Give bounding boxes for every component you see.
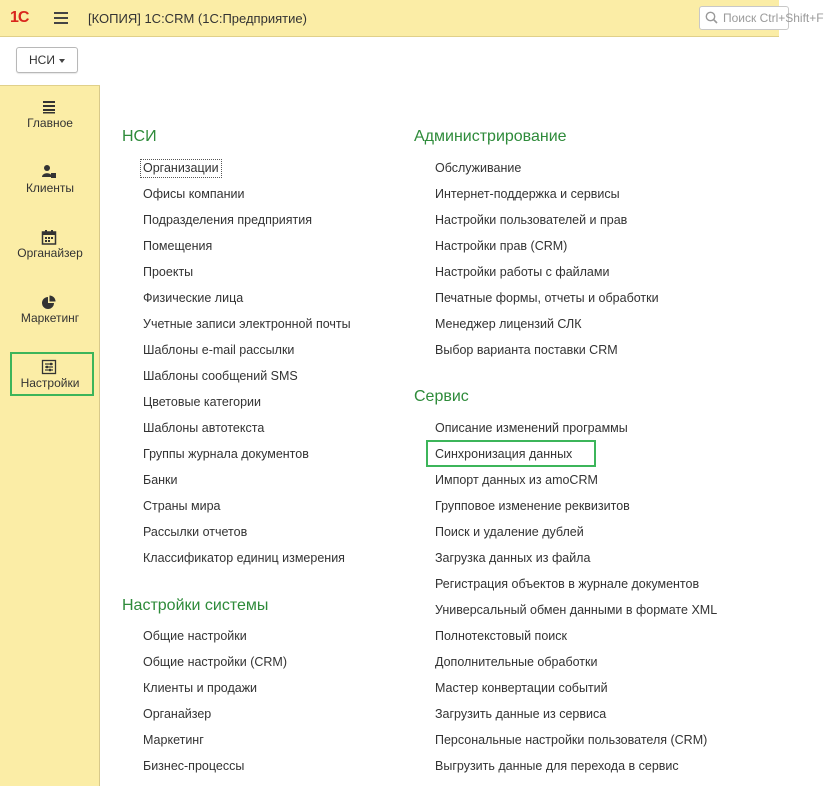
search-input[interactable] — [699, 6, 824, 30]
chevron-down-icon — [59, 59, 65, 63]
menu-lines-icon — [41, 99, 57, 115]
menu-link[interactable]: Импорт данных из amoCRM — [435, 473, 598, 487]
heading-administration: Администрирование — [414, 128, 567, 145]
menu-link[interactable]: Страны мира — [143, 499, 221, 513]
menu-link[interactable]: Группы журнала документов — [143, 447, 309, 461]
menu-link[interactable]: Общие настройки — [143, 629, 247, 643]
heading-nsi: НСИ — [122, 128, 157, 145]
menu-link[interactable]: Загрузка данных из файла — [435, 551, 591, 565]
pie-chart-icon — [41, 294, 57, 310]
highlighted-link-frame — [426, 440, 596, 467]
menu-link[interactable]: Клиенты и продажи — [143, 681, 258, 695]
heading-system-settings: Настройки системы — [122, 597, 269, 614]
focused-link-outline — [140, 159, 222, 178]
menu-link[interactable]: Классификатор единиц измерения — [143, 551, 345, 565]
menu-link[interactable]: Шаблоны e-mail рассылки — [143, 343, 295, 357]
active-section-highlight — [10, 352, 94, 396]
menu-link[interactable]: Персональные настройки пользователя (CRM) — [435, 733, 708, 747]
section-select-label: НСИ — [29, 53, 55, 67]
menu-link[interactable]: Настройки работы с файлами — [435, 265, 610, 279]
menu-link[interactable]: Поиск и удаление дублей — [435, 525, 584, 539]
menu-link[interactable]: Банки — [143, 473, 178, 487]
title-bar — [0, 0, 824, 37]
calendar-icon — [41, 229, 57, 245]
sidebar-item-organizer[interactable] — [0, 229, 100, 285]
sidebar-item-clients[interactable] — [0, 164, 100, 220]
menu-link[interactable]: Менеджер лицензий СЛК — [435, 317, 582, 331]
menu-link[interactable]: Мастер конвертации событий — [435, 681, 608, 695]
menu-link[interactable]: Бизнес-процессы — [143, 759, 245, 773]
search-placeholder: Поиск Ctrl+Shift+F — [723, 11, 824, 25]
sidebar-item-label: Клиенты — [25, 181, 75, 195]
menu-link[interactable]: Шаблоны автотекста — [143, 421, 265, 435]
menu-link[interactable]: Полнотекстовый поиск — [435, 629, 567, 643]
menu-link[interactable]: Рассылки отчетов — [143, 525, 248, 539]
menu-link[interactable]: Офисы компании — [143, 187, 245, 201]
menu-link[interactable]: Физические лица — [143, 291, 244, 305]
sidebar-item-main[interactable] — [0, 99, 100, 155]
app-logo: 1С — [10, 9, 29, 26]
section-button-area — [0, 37, 100, 86]
sidebar-item-marketing[interactable] — [0, 294, 100, 350]
menu-link[interactable]: Дополнительные обработки — [435, 655, 598, 669]
menu-link[interactable]: Выбор варианта поставки CRM — [435, 343, 618, 357]
menu-link[interactable]: Маркетинг — [143, 733, 204, 747]
menu-link[interactable]: Загрузить данные из сервиса — [435, 707, 607, 721]
menu-link[interactable]: Регистрация объектов в журнале документов — [435, 577, 700, 591]
sidebar-item-label: Главное — [27, 116, 73, 130]
section-select-button[interactable] — [16, 47, 78, 73]
menu-link[interactable]: Учетные записи электронной почты — [143, 317, 351, 331]
menu-link[interactable]: Проекты — [143, 265, 194, 279]
search-icon — [705, 11, 718, 24]
menu-link[interactable]: Настройки пользователей и прав — [435, 213, 628, 227]
hamburger-menu-icon[interactable] — [54, 12, 68, 24]
sidebar-item-label: Маркетинг — [20, 311, 80, 325]
menu-link[interactable]: Выгрузить данные для перехода в сервис — [435, 759, 679, 773]
menu-link[interactable]: Помещения — [143, 239, 213, 253]
menu-link[interactable]: Интернет-поддержка и сервисы — [435, 187, 620, 201]
menu-link[interactable]: Организации — [143, 161, 219, 175]
sidebar-item-label: Настройки — [20, 376, 80, 390]
menu-link[interactable]: Печатные формы, отчеты и обработки — [435, 291, 659, 305]
menu-link[interactable]: Групповое изменение реквизитов — [435, 499, 630, 513]
clients-icon — [41, 164, 57, 180]
sections-panel — [0, 37, 100, 786]
menu-link[interactable]: Описание изменений программы — [435, 421, 628, 435]
menu-link[interactable]: Настройки прав (CRM) — [435, 239, 568, 253]
menu-link[interactable]: Общие настройки (CRM) — [143, 655, 288, 669]
menu-link[interactable]: Органайзер — [143, 707, 212, 721]
menu-link[interactable]: Универсальный обмен данными в формате XML — [435, 603, 718, 617]
menu-link[interactable]: Цветовые категории — [143, 395, 261, 409]
menu-link[interactable]: Подразделения предприятия — [143, 213, 313, 227]
menu-link[interactable]: Шаблоны сообщений SMS — [143, 369, 298, 383]
menu-link[interactable]: Синхронизация данных — [435, 447, 573, 461]
sidebar-item-label: Органайзер — [17, 246, 83, 260]
window-title: [КОПИЯ] 1С:CRM (1С:Предприятие) — [88, 11, 307, 26]
heading-service: Сервис — [414, 388, 469, 405]
menu-link[interactable]: Обслуживание — [435, 161, 522, 175]
